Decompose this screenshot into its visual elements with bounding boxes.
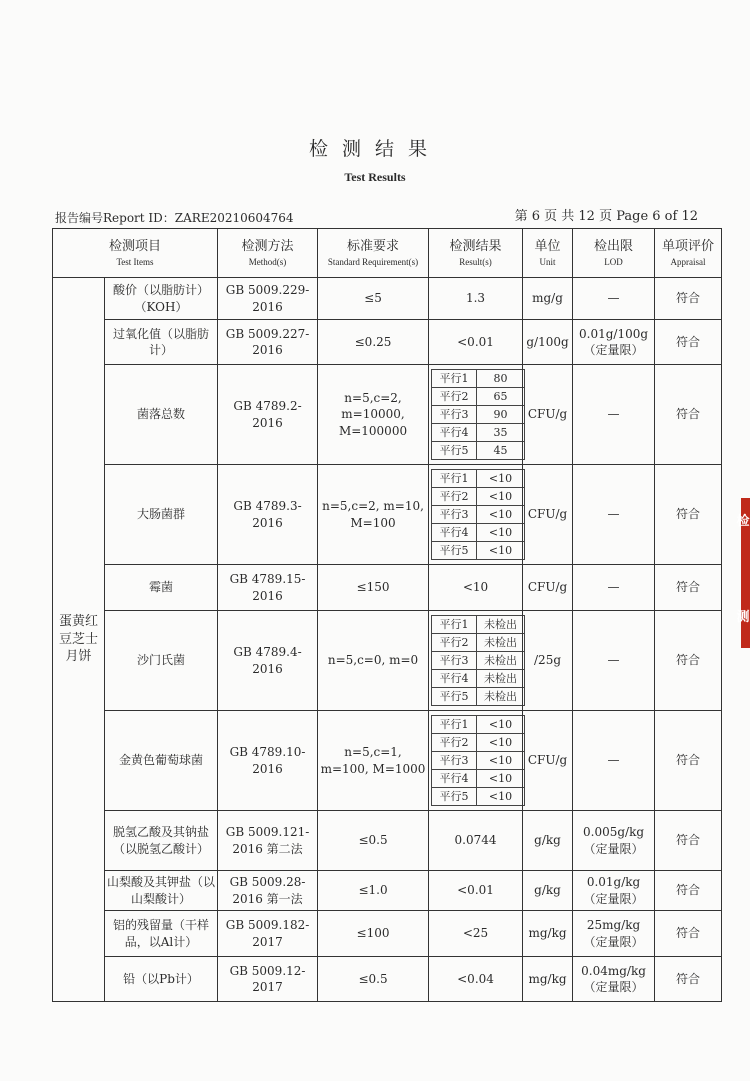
appraisal: 符合	[655, 911, 722, 957]
appraisal: 符合	[655, 365, 722, 465]
result-parallels	[429, 611, 523, 711]
col-header-method: 检测方法 Method(s)	[218, 229, 318, 278]
test-item: 菌落总数	[105, 365, 218, 465]
parallel-value: <10	[477, 716, 525, 734]
parallel-value: <10	[477, 506, 525, 524]
col-header-requirement: 标准要求 Standard Requirement(s)	[318, 229, 429, 278]
table-row	[53, 465, 722, 565]
lod: 0.005g/kg（定量限）	[573, 811, 655, 871]
sample-name: 蛋黄红豆芝士月饼	[53, 278, 105, 1002]
side-tab-char: 测	[736, 610, 750, 625]
test-item: 沙门氏菌	[105, 611, 218, 711]
appraisal: 符合	[655, 565, 722, 611]
table-row	[53, 957, 722, 1002]
col-header-items: 检测项目 Test Items	[53, 229, 218, 278]
requirement: ≤1.0	[318, 871, 429, 911]
parallel-label: 平行3	[432, 752, 477, 770]
parallel-table	[431, 715, 525, 806]
test-method: GB 5009.227-2016	[218, 320, 318, 365]
parallel-value: 35	[477, 424, 525, 442]
test-item: 铝的残留量（干样品，以Al计）	[105, 911, 218, 957]
test-item: 过氧化值（以脂肪计）	[105, 320, 218, 365]
table-row	[53, 365, 722, 465]
parallel-label: 平行2	[432, 488, 477, 506]
side-tab	[735, 498, 750, 648]
parallel-label: 平行4	[432, 670, 477, 688]
lod: —	[573, 565, 655, 611]
unit: g/100g	[523, 320, 573, 365]
side-tab-char: 检	[736, 514, 750, 529]
result-parallels	[429, 711, 523, 811]
unit: mg/kg	[523, 911, 573, 957]
table-row	[53, 278, 722, 320]
appraisal: 符合	[655, 320, 722, 365]
report-number: 报告编号Report ID：ZARE20210604764	[55, 211, 294, 225]
table-row	[53, 911, 722, 957]
parallel-value: <10	[477, 752, 525, 770]
requirement: ≤5	[318, 278, 429, 320]
unit: mg/g	[523, 278, 573, 320]
requirement: ≤0.5	[318, 811, 429, 871]
parallel-label: 平行3	[432, 406, 477, 424]
appraisal: 符合	[655, 811, 722, 871]
unit: mg/kg	[523, 957, 573, 1002]
parallel-label: 平行5	[432, 688, 477, 706]
parallel-label: 平行2	[432, 388, 477, 406]
result-parallels	[429, 465, 523, 565]
requirement: n=5,c=0, m=0	[318, 611, 429, 711]
parallel-value: 45	[477, 442, 525, 460]
col-header-result: 检测结果 Result(s)	[429, 229, 523, 278]
unit: g/kg	[523, 811, 573, 871]
col-header-unit: 单位 Unit	[523, 229, 573, 278]
test-item: 酸价（以脂肪计）（KOH）	[105, 278, 218, 320]
parallel-label: 平行4	[432, 770, 477, 788]
table-row	[53, 811, 722, 871]
page-title: 检测结果	[308, 138, 441, 160]
parallel-value: 未检出	[477, 688, 525, 706]
table-row	[53, 611, 722, 711]
parallel-label: 平行1	[432, 716, 477, 734]
result: <10	[429, 565, 523, 611]
parallel-value: 未检出	[477, 652, 525, 670]
requirement: n=5,c=2, m=10, M=100	[318, 465, 429, 565]
parallel-value: 65	[477, 388, 525, 406]
col-header-appraisal: 单项评价 Appraisal	[655, 229, 722, 278]
parallel-value: <10	[477, 734, 525, 752]
test-method: GB 5009.12-2017	[218, 957, 318, 1002]
parallel-label: 平行1	[432, 616, 477, 634]
parallel-label: 平行1	[432, 470, 477, 488]
unit: CFU/g	[523, 565, 573, 611]
test-item: 脱氢乙酸及其钠盐（以脱氢乙酸计）	[105, 811, 218, 871]
parallel-label: 平行2	[432, 634, 477, 652]
table-row	[53, 565, 722, 611]
appraisal: 符合	[655, 711, 722, 811]
lod: 25mg/kg（定量限）	[573, 911, 655, 957]
lod: 0.01g/100g（定量限）	[573, 320, 655, 365]
lod: —	[573, 365, 655, 465]
parallel-value: 未检出	[477, 670, 525, 688]
result: <0.04	[429, 957, 523, 1002]
header-row	[53, 229, 722, 278]
requirement: ≤100	[318, 911, 429, 957]
requirement: ≤150	[318, 565, 429, 611]
lod: —	[573, 711, 655, 811]
result: 1.3	[429, 278, 523, 320]
lod: 0.04mg/kg（定量限）	[573, 957, 655, 1002]
appraisal: 符合	[655, 871, 722, 911]
test-item: 铅（以Pb计）	[105, 957, 218, 1002]
appraisal: 符合	[655, 957, 722, 1002]
parallel-label: 平行5	[432, 542, 477, 560]
lod: —	[573, 465, 655, 565]
test-method: GB 5009.182-2017	[218, 911, 318, 957]
parallel-value: 80	[477, 370, 525, 388]
parallel-value: <10	[477, 488, 525, 506]
appraisal: 符合	[655, 611, 722, 711]
parallel-label: 平行1	[432, 370, 477, 388]
parallel-label: 平行3	[432, 652, 477, 670]
page-indicator: 第 6 页 共 12 页 Page 6 of 12	[514, 209, 698, 224]
unit: CFU/g	[523, 365, 573, 465]
unit: CFU/g	[523, 465, 573, 565]
unit: /25g	[523, 611, 573, 711]
test-method: GB 4789.10-2016	[218, 711, 318, 811]
parallel-table	[431, 369, 525, 460]
test-method: GB 4789.4-2016	[218, 611, 318, 711]
lod: —	[573, 278, 655, 320]
table-row	[53, 711, 722, 811]
appraisal: 符合	[655, 465, 722, 565]
requirement: ≤0.25	[318, 320, 429, 365]
test-item: 大肠菌群	[105, 465, 218, 565]
result: 0.0744	[429, 811, 523, 871]
requirement: n=5,c=1, m=100, M=1000	[318, 711, 429, 811]
parallel-value: <10	[477, 524, 525, 542]
table-row	[53, 320, 722, 365]
parallel-table	[431, 615, 525, 706]
result: <25	[429, 911, 523, 957]
parallel-value: 未检出	[477, 616, 525, 634]
test-method: GB 4789.2-2016	[218, 365, 318, 465]
table-row	[53, 871, 722, 911]
result-parallels	[429, 365, 523, 465]
lod: —	[573, 611, 655, 711]
parallel-value: 90	[477, 406, 525, 424]
appraisal: 符合	[655, 278, 722, 320]
parallel-value: 未检出	[477, 634, 525, 652]
test-method: GB 5009.28-2016 第一法	[218, 871, 318, 911]
parallel-table	[431, 469, 525, 560]
parallel-value: <10	[477, 770, 525, 788]
test-method: GB 4789.15-2016	[218, 565, 318, 611]
results-table	[52, 228, 722, 1002]
parallel-label: 平行3	[432, 506, 477, 524]
parallel-label: 平行5	[432, 442, 477, 460]
parallel-value: <10	[477, 470, 525, 488]
parallel-label: 平行2	[432, 734, 477, 752]
parallel-value: <10	[477, 788, 525, 806]
lod: 0.01g/kg（定量限）	[573, 871, 655, 911]
test-method: GB 5009.229-2016	[218, 278, 318, 320]
requirement: ≤0.5	[318, 957, 429, 1002]
test-method: GB 5009.121-2016 第二法	[218, 811, 318, 871]
col-header-lod: 检出限 LOD	[573, 229, 655, 278]
result: <0.01	[429, 871, 523, 911]
test-item: 霉菌	[105, 565, 218, 611]
test-method: GB 4789.3-2016	[218, 465, 318, 565]
test-item: 山梨酸及其钾盐（以山梨酸计）	[105, 871, 218, 911]
unit: CFU/g	[523, 711, 573, 811]
parallel-label: 平行4	[432, 524, 477, 542]
page-subtitle: Test Results	[344, 170, 406, 184]
parallel-label: 平行4	[432, 424, 477, 442]
parallel-value: <10	[477, 542, 525, 560]
parallel-label: 平行5	[432, 788, 477, 806]
test-item: 金黄色葡萄球菌	[105, 711, 218, 811]
result: <0.01	[429, 320, 523, 365]
unit: g/kg	[523, 871, 573, 911]
requirement: n=5,c=2, m=10000, M=100000	[318, 365, 429, 465]
